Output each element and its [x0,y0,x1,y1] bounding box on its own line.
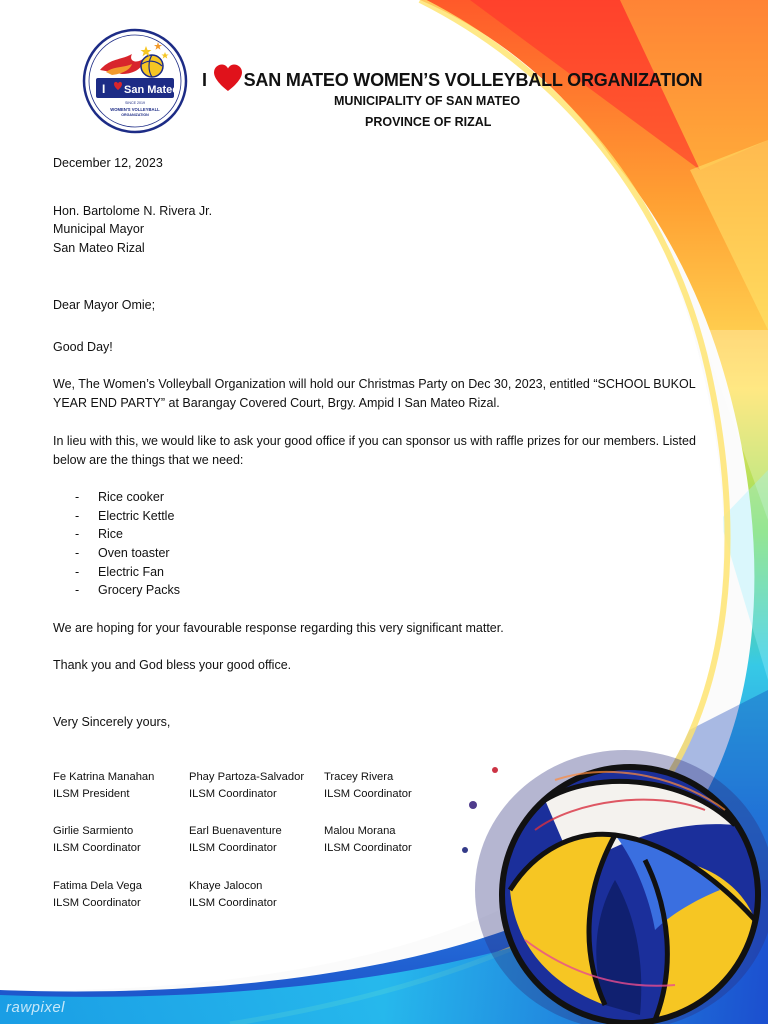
watermark: rawpixel [6,999,66,1016]
province-line: PROVINCE OF RIZAL [365,115,492,129]
signatory-name: Girlie Sarmiento [53,825,134,837]
signatory-role: ILSM Coordinator [189,842,277,854]
svg-text:I: I [102,82,106,96]
svg-text:SINCE 2019: SINCE 2019 [125,101,145,105]
title-text: SAN MATEO WOMEN’S VOLLEYBALL ORGANIZATION [243,70,703,90]
recipient-name: Hon. Bartolome N. Rivera Jr. [53,204,213,218]
signatory-name: Khaye Jalocon [189,880,263,892]
paragraph-event: We, The Women’s Volleyball Organization will hold our Christmas Party on Dec 30, 2023, entitled “SCHOOL BUKOL YEAR END PARTY” at Barangay Covered Court, Brgy. Ampid I San Mateo Rizal. [53,377,696,410]
letter-date: December 12, 2023 [53,156,163,170]
svg-text:WOMEN'S VOLLEYBALL: WOMEN'S VOLLEYBALL [110,107,160,112]
logo-volleyball-icon [141,55,163,77]
recipient-position: Municipal Mayor [53,222,145,236]
signatory-name: Fe Katrina Manahan [53,771,155,783]
signatory [189,878,277,912]
signatory [324,769,412,803]
paragraph-request: In lieu with this, we would like to ask your good office if you can sponsor us with raffle prizes for our members. Listed below are the things that we need: [53,434,696,467]
signatory-role: ILSM Coordinator [324,842,412,854]
signatory-role: ILSM President [53,788,130,800]
paragraph-hope: We are hoping for your favourable response regarding this very significant matter. [53,621,504,635]
svg-text:San Mateo: San Mateo [124,84,180,96]
signatory-role: ILSM Coordinator [324,788,412,800]
organization-logo [82,28,188,134]
organization-title [202,64,702,92]
signatory [324,823,412,857]
signatory [53,769,154,803]
signatory-role: ILSM Coordinator [189,897,277,909]
signatory-name: Tracey Rivera [324,771,394,783]
signatory-name: Malou Morana [324,825,396,837]
municipality-line: MUNICIPALITY OF SAN MATEO [334,94,521,108]
signatory-role: ILSM Coordinator [189,788,277,800]
title-prefix: I [202,70,207,90]
svg-text:ORGANIZATION: ORGANIZATION [121,113,149,117]
signatory [53,823,141,857]
closing: Very Sincerely yours, [53,715,171,729]
signatory [53,878,142,912]
signatory-name: Fatima Dela Vega [53,880,142,892]
greeting: Good Day! [53,340,113,354]
signatory-name: Phay Partoza-Salvador [189,771,305,783]
recipient-location: San Mateo Rizal [53,241,145,255]
paragraph-thanks: Thank you and God bless your good office. [53,658,292,672]
salutation: Dear Mayor Omie; [53,298,156,312]
heart-icon [213,64,243,92]
signatory-role: ILSM Coordinator [53,842,141,854]
signatory-name: Earl Buenaventure [189,825,282,837]
signatory-role: ILSM Coordinator [53,897,141,909]
signatory [189,823,282,857]
signatory [189,769,304,803]
